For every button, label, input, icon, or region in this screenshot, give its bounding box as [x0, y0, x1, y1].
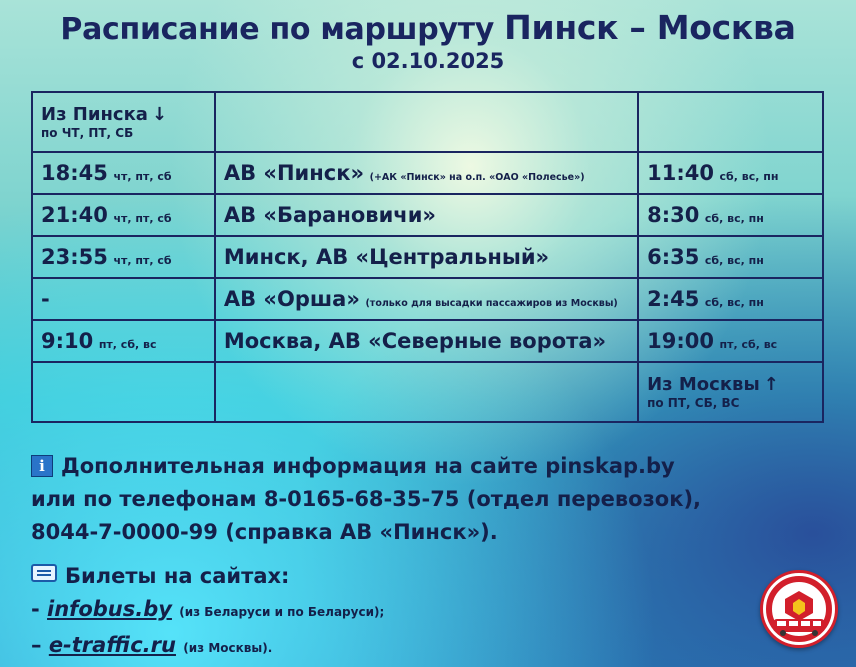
- dep-cell: [32, 236, 215, 278]
- ret-cell: [638, 152, 823, 194]
- ticket-sites: [31, 560, 731, 665]
- stop-name: АВ «Барановичи»: [223, 203, 436, 227]
- ret-days: сб, вс, пн: [704, 212, 764, 225]
- ret-days: сб, вс, пн: [719, 170, 779, 183]
- from-moscow-header: [638, 362, 823, 422]
- info-line-2: или по телефонам 8-0165-68-35-75 (отдел перевозок),: [31, 487, 702, 511]
- ret-cell: [638, 278, 823, 320]
- dep-days: пт, сб, вс: [98, 338, 157, 351]
- title-route: Пинск – Москва: [504, 8, 796, 47]
- ret-cell: [638, 320, 823, 362]
- list-item: [31, 629, 731, 665]
- table-row: [32, 152, 823, 194]
- stop-cell: [215, 152, 638, 194]
- ret-days: сб, вс, пн: [704, 254, 764, 267]
- schedule-table: [31, 91, 824, 423]
- ret-time: 19:00: [647, 329, 714, 353]
- from-pinsk-label: Из Пинска: [41, 104, 148, 125]
- ret-header-empty: [638, 92, 823, 152]
- ret-time: 8:30: [647, 203, 700, 227]
- list-dash: -: [31, 597, 40, 621]
- info-line-1: [31, 450, 831, 483]
- contact-info: [31, 450, 831, 549]
- ret-time: 11:40: [647, 161, 714, 185]
- stop-name: АВ «Пинск»: [223, 161, 365, 185]
- ret-days: сб, вс, пн: [704, 296, 764, 309]
- info-icon: i: [31, 455, 53, 477]
- infobus-link[interactable]: infobus.by: [47, 597, 172, 621]
- from-moscow-days: по ПТ, СБ, ВС: [647, 396, 740, 410]
- ret-cell: [638, 236, 823, 278]
- table-row: [32, 194, 823, 236]
- dep-days: чт, пт, сб: [113, 254, 172, 267]
- dep-footer-empty: [32, 362, 215, 422]
- dep-cell: [32, 194, 215, 236]
- stop-name: АВ «Орша»: [223, 287, 360, 311]
- from-moscow-label: Из Москвы: [647, 374, 760, 395]
- company-logo: [760, 570, 838, 648]
- ret-time: 2:45: [647, 287, 700, 311]
- ret-time: 6:35: [647, 245, 700, 269]
- list-item: [31, 593, 731, 629]
- page-title-block: [0, 8, 856, 73]
- stop-cell: [215, 236, 638, 278]
- ticket-icon: [31, 564, 57, 582]
- stop-cell: [215, 278, 638, 320]
- info-text-1: Дополнительная информация на сайте pinskap.by: [61, 454, 675, 478]
- dep-time: 9:10: [41, 329, 94, 353]
- title-prefix: Расписание по маршруту: [60, 12, 495, 47]
- site-note: (из Москвы).: [183, 641, 273, 655]
- info-line-3: 8044-7-0000-99 (справка АВ «Пинск»).: [31, 520, 498, 544]
- arrow-down-icon: ↓: [151, 104, 168, 125]
- stop-name: Минск, АВ «Центральный»: [223, 245, 550, 269]
- tickets-heading: Билеты на сайтах:: [65, 564, 290, 588]
- dep-cell: [32, 320, 215, 362]
- etraffic-link[interactable]: e-traffic.ru: [48, 633, 176, 657]
- stop-header-empty: [215, 92, 638, 152]
- dep-days: чт, пт, сб: [113, 212, 172, 225]
- stop-footer-empty: [215, 362, 638, 422]
- bus-park-logo-graphic: [763, 573, 835, 645]
- site-note: (из Беларуси и по Беларуси);: [179, 605, 385, 619]
- list-dash: –: [31, 633, 42, 657]
- dep-days: чт, пт, сб: [113, 170, 172, 183]
- stop-note: (+АК «Пинск» на о.п. «ОАО «Полесье»): [369, 172, 585, 183]
- effective-date: с 02.10.2025: [351, 49, 505, 73]
- dep-time: -: [41, 287, 50, 311]
- from-pinsk-header: [32, 92, 215, 152]
- stop-name: Москва, АВ «Северные ворота»: [223, 329, 607, 353]
- arrow-up-icon: ↑: [763, 374, 779, 395]
- table-footer-row: [32, 362, 823, 422]
- table-row: [32, 278, 823, 320]
- table-row: [32, 236, 823, 278]
- table-header-row: [32, 92, 823, 152]
- dep-time: 21:40: [41, 203, 108, 227]
- table-row: [32, 320, 823, 362]
- dep-time: 18:45: [41, 161, 108, 185]
- from-pinsk-days: по ЧТ, ПТ, СБ: [41, 126, 134, 140]
- dep-time: 23:55: [41, 245, 108, 269]
- stop-cell: [215, 320, 638, 362]
- stop-cell: [215, 194, 638, 236]
- page-title: [0, 8, 856, 47]
- dep-cell: [32, 152, 215, 194]
- ret-days: пт, сб, вс: [719, 338, 778, 351]
- ret-cell: [638, 194, 823, 236]
- dep-cell: [32, 278, 215, 320]
- tickets-heading-line: [31, 560, 731, 593]
- stop-note: (только для высадки пассажиров из Москвы): [365, 298, 618, 309]
